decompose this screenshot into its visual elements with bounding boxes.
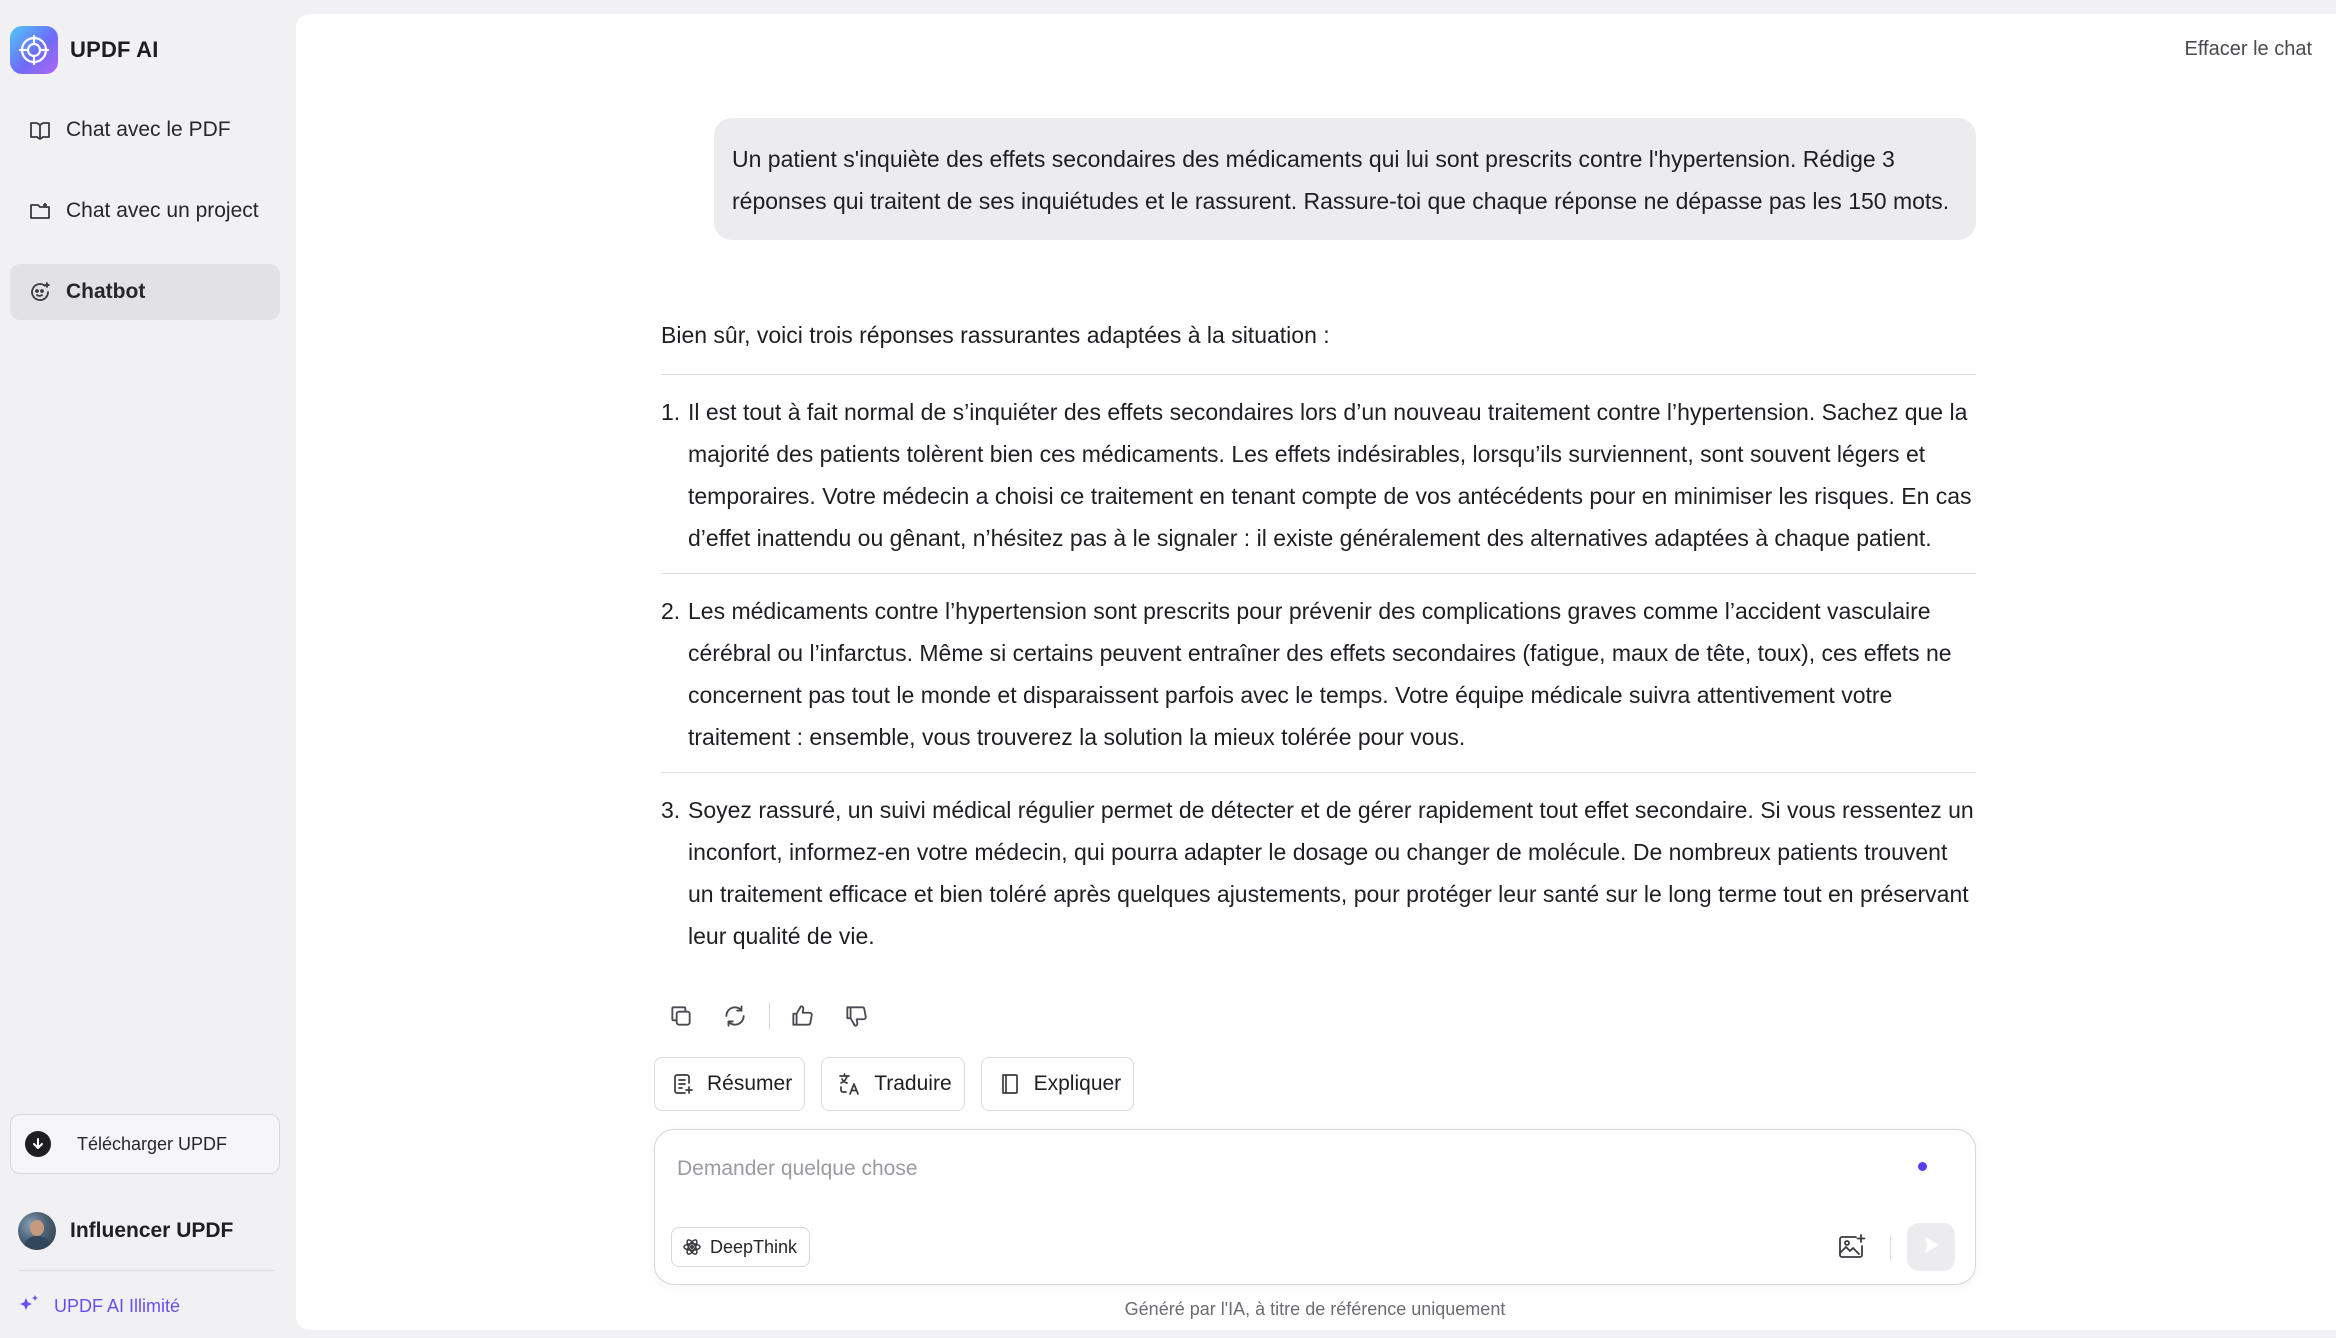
message-actions [661,996,890,1036]
deepthink-label: DeepThink [710,1236,798,1257]
folder-icon [26,197,54,225]
translate-button[interactable] [821,1057,964,1111]
sidebar-item-chat-project[interactable] [10,183,280,239]
list-item [661,375,1976,574]
sparkle-icon [18,1294,40,1319]
chat-input[interactable] [677,1152,1877,1186]
thumbs-down-icon[interactable] [836,996,876,1036]
plan-label: UPDF AI Illimité [54,1296,181,1316]
send-icon [1920,1234,1942,1261]
sidebar-item-chat-pdf[interactable] [10,102,280,158]
download-icon [25,1131,51,1157]
sidebar-item-label: Chat avec un project [66,199,259,222]
plan-link[interactable] [18,1294,180,1319]
user-name: Influencer UPDF [70,1219,234,1242]
summarize-button[interactable] [654,1057,805,1111]
list-item [661,574,1976,773]
explain-button[interactable] [981,1057,1135,1111]
sidebar [0,0,292,1338]
list-item-number: 2. [661,598,681,624]
sidebar-item-chatbot[interactable] [10,264,280,320]
download-updf-button[interactable] [10,1114,280,1174]
explain-book-icon [996,1070,1024,1098]
quick-actions [654,1057,1150,1111]
user-profile[interactable] [18,1211,233,1251]
list-item-text: Soyez rassuré, un suivi médical régulier permet de détecter et de gérer rapidement tout effet secondaire. Si vous ressentez un inconfort, informez-en votre médecin, qui pourra adapter le dosage ou changer de molécule. De nombreux patients trouvent un traitement efficace et bien toléré après quelques ajustements, pour protéger leur santé sur le long terme tout en préservant leur qualité de vie. [688,797,1974,949]
chat-panel [296,14,2336,1330]
list-item-number: 3. [661,797,681,823]
assistant-message [661,314,1976,971]
divider [18,1270,274,1271]
sidebar-item-label: Chatbot [66,280,146,303]
divider [1890,1235,1891,1261]
copy-icon[interactable] [661,996,701,1036]
user-message: Un patient s'inquiète des effets secondaires des médicaments qui lui sont prescrits contre l'hypertension. Rédige 3 réponses qui traitent de ses inquiétudes et le rassurent. Rassure-toi que chaque réponse ne dépasse pas les 150 mots. [714,118,1976,240]
chat-composer [654,1129,1976,1285]
list-item-text: Il est tout à fait normal de s’inquiéter des effets secondaires lors d’un nouveau traitement contre l’hypertension. Sachez que la majorité des patients tolèrent bien ces médicaments. Les effets indésirables, lorsqu’ils surviennent, sont souvent légers et temporaires. Votre médecin a choisi ce traitement en tenant compte de vos antécédents pour en minimiser les risques. En cas d’effet inattendu ou gênant, n’hésitez pas à le signaler : il existe généralement des alternatives adaptées à chaque patient. [688,399,1972,551]
avatar [18,1212,56,1250]
download-label: Télécharger UPDF [77,1133,228,1154]
send-button[interactable] [1907,1223,1955,1271]
ai-disclaimer: Généré par l'IA, à titre de référence uniquement [1124,1299,1506,1319]
image-upload-icon[interactable] [1833,1228,1871,1266]
translate-label: Traduire [874,1072,952,1095]
chatbot-icon [26,278,54,306]
regenerate-icon[interactable] [715,996,755,1036]
summarize-icon [669,1070,697,1098]
updf-logo-icon [10,26,58,74]
brand-name: UPDF AI [70,37,159,62]
assistant-intro: Bien sûr, voici trois réponses rassurantes adaptées à la situation : [661,314,1976,375]
divider [769,1003,770,1029]
list-item-number: 1. [661,399,681,425]
summarize-label: Résumer [707,1072,793,1095]
deepthink-toggle[interactable] [671,1227,810,1267]
list-item [661,773,1976,971]
translate-icon [836,1070,864,1098]
status-dot-icon [1918,1162,1927,1171]
book-open-icon [26,116,54,144]
sidebar-item-label: Chat avec le PDF [66,118,231,141]
explain-label: Expliquer [1033,1072,1122,1095]
thumbs-up-icon[interactable] [782,996,822,1036]
atom-icon [682,1237,702,1257]
list-item-text: Les médicaments contre l’hypertension sont prescrits pour prévenir des complications graves comme l’accident vasculaire cérébral ou l’infarctus. Même si certains peuvent entraîner des effets secondaires (fatigue, maux de tête, toux), ces effets ne concernent pas tout le monde et disparaissent parfois avec le temps. Votre équipe médicale suivra attentivement votre traitement : ensemble, vous trouverez la solution la mieux tolérée pour vous. [688,598,1952,750]
brand [10,26,159,74]
clear-chat-button[interactable]: Effacer le chat [2184,38,2312,60]
